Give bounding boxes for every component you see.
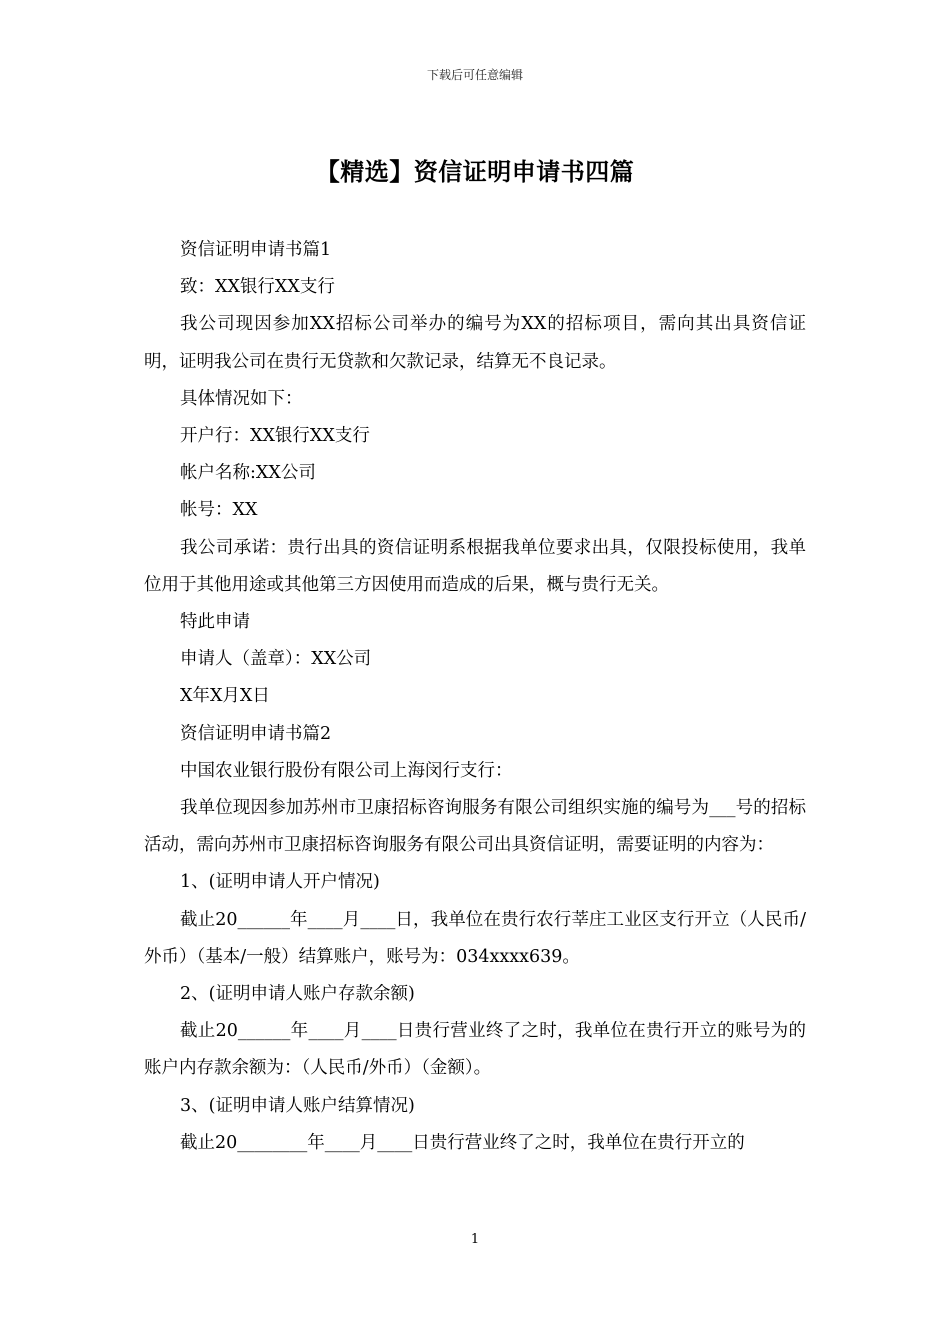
paragraph: 申请人（盖章）：XX公司 <box>180 649 372 670</box>
paragraph: 截止20________年____月____日贵行营业终了之时，我单位在贵行开立的 <box>180 1132 745 1153</box>
paragraph: 帐户名称:XX公司 <box>180 463 316 484</box>
paragraph: 特此申请 <box>180 612 250 633</box>
page-number: 1 <box>470 1232 480 1247</box>
paragraph: 帐号：XX <box>180 500 258 521</box>
document-body <box>144 232 806 1162</box>
paragraph: 资信证明申请书篇2 <box>180 723 332 744</box>
paragraph: 2、(证明申请人账户存款余额) <box>180 984 415 1005</box>
paragraph: 我单位现因参加苏州市卫康招标咨询服务有限公司组织实施的编号为___号的招标活动，需向苏州市卫康招标咨询服务有限公司出具资信证明，需要证明的内容为： <box>144 798 806 856</box>
paragraph: X年X月X日 <box>180 686 270 707</box>
paragraph: 中国农业银行股份有限公司上海闵行支行： <box>180 760 513 781</box>
paragraph: 具体情况如下： <box>180 388 303 409</box>
header-note: 下载后可任意编辑 <box>426 68 523 82</box>
paragraph: 截止20______年____月____日贵行营业终了之时，我单位在贵行开立的账号为的账户内存款余额为：（人民币/外币）（金额）。 <box>144 1021 806 1079</box>
paragraph: 1、(证明申请人开户情况) <box>180 872 380 893</box>
paragraph: 3、(证明申请人账户结算情况) <box>180 1095 415 1116</box>
paragraph: 截止20______年____月____日，我单位在贵行农行莘庄工业区支行开立（人民币/外币）（基本/一般）结算账户，账号为：034xxxx639。 <box>144 909 806 967</box>
document-title: 【精选】资信证明申请书四篇 <box>315 158 635 186</box>
paragraph: 我公司现因参加XX招标公司举办的编号为XX的招标项目，需向其出具资信证明，证明我公司在贵行无贷款和欠款记录，结算无不良记录。 <box>144 314 806 372</box>
paragraph: 致：XX银行XX支行 <box>180 277 335 298</box>
paragraph: 开户行：XX银行XX支行 <box>180 426 370 447</box>
paragraph: 我公司承诺：贵行出具的资信证明系根据我单位要求出具，仅限投标使用，我单位用于其他用途或其他第三方因使用而造成的后果，概与贵行无关。 <box>144 537 806 595</box>
paragraph: 资信证明申请书篇1 <box>180 240 332 260</box>
